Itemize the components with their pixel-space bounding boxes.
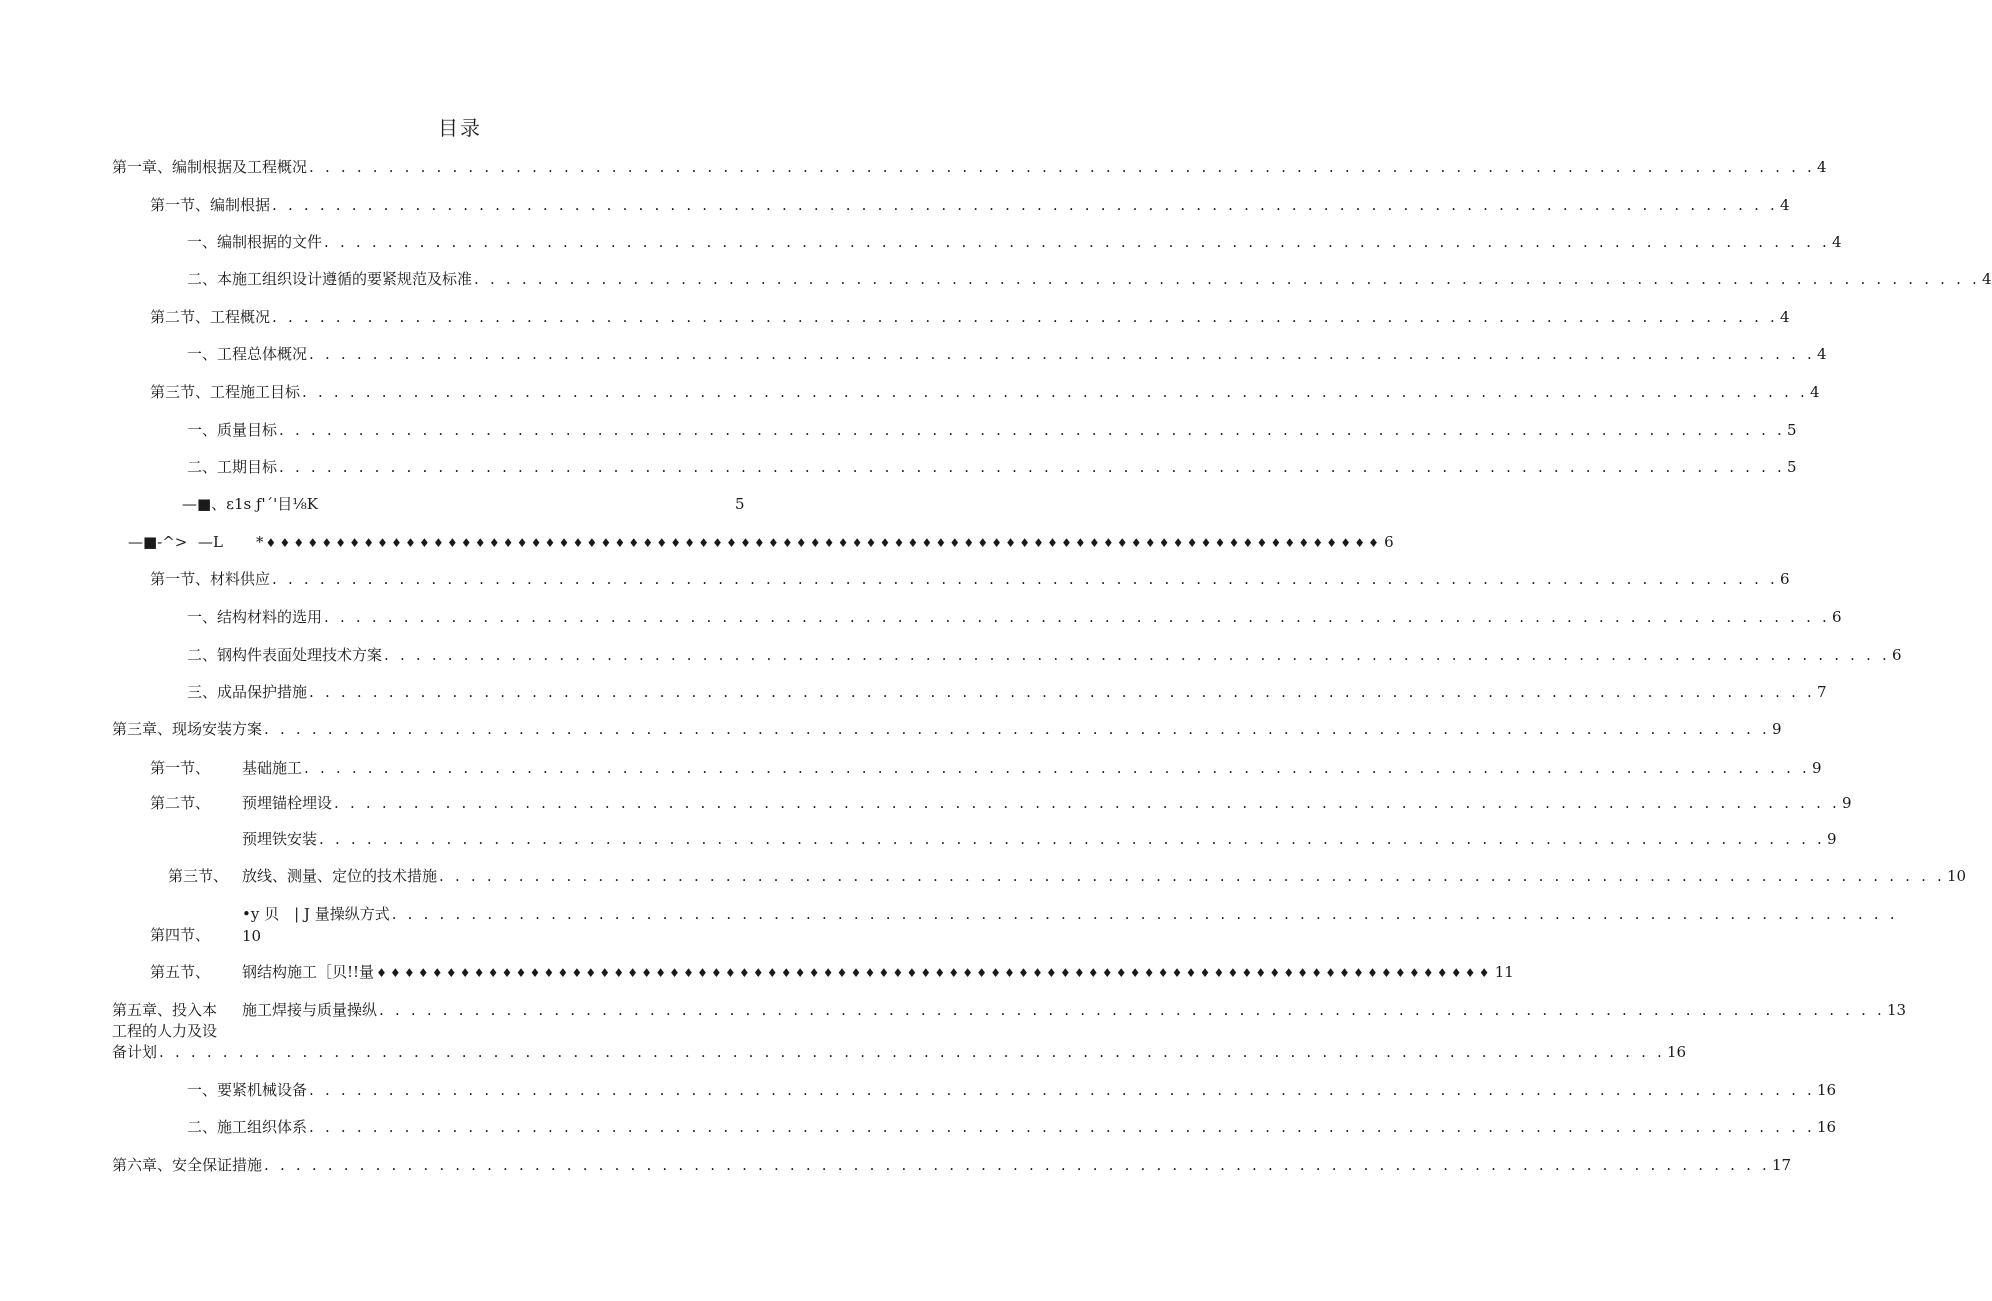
toc-entry[interactable] xyxy=(242,1000,1907,1020)
toc-page-number: 5 xyxy=(1786,458,1797,476)
toc-entry-text: —L xyxy=(198,533,223,551)
toc-entry[interactable] xyxy=(242,829,1837,849)
toc-leader-dots: . . . . . . . . . . . . . . . . . . . . . . . . . . . . . . . . . . . . . . . . . . . . . . . . . . . . . . . . . . . . . . . . . . . . . . . . . . . . . . . . . . . . . . . . . . . . . . . xyxy=(324,233,1830,251)
toc-page-number: 9 xyxy=(1771,720,1782,738)
toc-leader-dots: . . . . . . . . . . . . . . . . . . . . . . . . . . . . . . . . . . . . . . . . . . . . . . . . . . . . . . . . . . . . . . . . . . . . . . . . . . . . . . . . . . . . . . . . . . . . . . . xyxy=(324,608,1830,626)
toc-page-number: 11 xyxy=(1494,963,1514,981)
toc-page-number: 4 xyxy=(1809,383,1820,401)
toc-entry-text: 二、工期目标 xyxy=(187,458,278,476)
toc-entry-text: 备计划 xyxy=(112,1043,158,1061)
toc-leader-dots: . . . . . . . . . . . . . . . . . . . . . . . . . . . . . . . . . . . . . . . . . . . . . . . . . . . . . . . . . . . . . . . . . . . . . . . . . . . . . . . . . . . . . . . . . . . . . . . xyxy=(474,270,1980,288)
toc-section-label: 第四节、 xyxy=(150,926,211,944)
toc-leader-dots: . . . . . . . . . . . . . . . . . . . . . . . . . . . . . . . . . . . . . . . . . . . . . . . . . . . . . . . . . . . . . . . . . . . . . . . . . . . . . . . . . . . . . . . . . . . . . . . xyxy=(384,646,1890,664)
toc-section-label: 第五节、 xyxy=(150,963,211,981)
toc-entry[interactable] xyxy=(256,532,1394,553)
toc-leader-dots: . . . . . . . . . . . . . . . . . . . . . . . . . . . . . . . . . . . . . . . . . . . . . . . . . . . . . . . . . . . . . . . . . . . . . . . . . . . . . . . . . . . . . . . . . . . . . . . xyxy=(159,1043,1665,1061)
toc-entry-text: 第一节、材料供应 xyxy=(150,570,271,588)
toc-entry-text: 基础施工 xyxy=(242,759,303,777)
toc-entry[interactable] xyxy=(187,607,1842,627)
toc-page-number: 4 xyxy=(1816,345,1827,363)
toc-entry-text: 第二节、工程概况 xyxy=(150,308,271,326)
toc-leader-dots: . . . . . . . . . . . . . . . . . . . . . . . . . . . . . . . . . . . . . . . . . . . . . . . . . . . . . . . . . . . . . . . . . . . . . . . . . . . . . . . . . . . . . . . . . . . . . . . xyxy=(302,383,1808,401)
toc-entry[interactable] xyxy=(150,382,1820,402)
toc-entry[interactable] xyxy=(242,962,1514,983)
toc-page-number: 13 xyxy=(1886,1001,1907,1019)
toc-entry-text: 一、结构材料的选用 xyxy=(187,608,323,626)
toc-entry-text: 预埋铁安装 xyxy=(242,830,318,848)
toc-page-number: 9 xyxy=(1826,830,1837,848)
toc-page-number: 10 xyxy=(1946,867,1967,885)
toc-page-number: 6 xyxy=(1384,533,1394,551)
toc-entry-text: 二、本施工组织设计遵循的要紧规范及标准 xyxy=(187,270,473,288)
toc-leader-dots: . . . . . . . . . . . . . . . . . . . . . . . . . . . . . . . . . . . . . . . . . . . . . . . . . . . . . . . . . . . . . . . . . . . . . . . . . . . . . . . . . . . . . . . . . . . . . . . xyxy=(272,308,1778,326)
toc-entry[interactable] xyxy=(187,269,1992,289)
toc-entry[interactable] xyxy=(187,420,1797,440)
toc-entry-text: 第三节、工程施工目标 xyxy=(150,383,301,401)
toc-page-number: 6 xyxy=(1779,570,1790,588)
toc-entry-text: 施工焊接与质量操纵 xyxy=(242,1001,378,1019)
toc-entry[interactable] xyxy=(187,232,1842,252)
toc-entry[interactable] xyxy=(112,1042,1687,1062)
toc-leader-dots: . . . . . . . . . . . . . . . . . . . . . . . . . . . . . . . . . . . . . . . . . . . . . . . . . . . . . . . . . . . . . . . . . . . . . . . . . . . . . . . . . . . . . . . . . . . . . . . xyxy=(272,570,1778,588)
toc-entry-text[interactable]: —■、ε1s ƒ'ˊ'目⅛K xyxy=(182,495,318,513)
toc-page-number: 7 xyxy=(1816,683,1827,701)
toc-leader-dots: . . . . . . . . . . . . . . . . . . . . . . . . . . . . . . . . . . . . . . . . . . . . . . . . . . . . . . . . . . . . . . . . . . . . . . . . . . . . . . . . . . . . . . . . . . . . . . . xyxy=(439,867,1945,885)
toc-entry[interactable] xyxy=(187,682,1827,702)
toc-page-number: 16 xyxy=(1666,1043,1687,1061)
toc-leader-dots: . . . . . . . . . . . . . . . . . . . . . . . . . . . . . . . . . . . . . . . . . . . . . . . . . . . . . . . . . . . . . . . . . . . . . . . . . . . . . . . . . . . . . . . . . . . . . . . xyxy=(304,759,1810,777)
toc-chapter-label: 第五章、投入本 xyxy=(112,1001,218,1019)
toc-entry[interactable] xyxy=(187,344,1827,364)
toc-leader-dots: . . . . . . . . . . . . . . . . . . . . . . . . . . . . . . . . . . . . . . . . . . . . . . . . . . . . . . . . . . . . . . . . . . . . . . . . . . . . . . . . . . . . . . . . . . . . . . . xyxy=(272,196,1778,214)
toc-page-number: 4 xyxy=(1816,158,1827,176)
toc-page-number: 10 xyxy=(242,927,262,945)
toc-entry[interactable] xyxy=(242,866,1967,886)
toc-leader-dots: . . . . . . . . . . . . . . . . . . . . . . . . . . . . . . . . . . . . . . . . . . . . . . . . . . . . . . . . . . . . . . . . . . . . . . . . . . . . . . . . . . . . . . . . . . . . . . . xyxy=(319,830,1825,848)
toc-page-number: 16 xyxy=(1816,1081,1837,1099)
toc-entry[interactable] xyxy=(150,307,1790,327)
toc-entry[interactable] xyxy=(112,719,1782,739)
toc-leader-diamonds: ♦♦♦♦♦♦♦♦♦♦♦♦♦♦♦♦♦♦♦♦♦♦♦♦♦♦♦♦♦♦♦♦♦♦♦♦♦♦♦♦♦♦♦♦♦♦♦♦♦♦♦♦♦♦♦♦♦♦♦♦♦♦♦♦♦♦♦♦♦♦♦♦♦♦♦♦♦♦♦♦ xyxy=(376,966,1493,980)
toc-section-label: 第一节、 xyxy=(150,759,211,777)
toc-entry-text: 放线、测量、定位的技术措施 xyxy=(242,867,438,885)
toc-page-number: 4 xyxy=(1779,196,1790,214)
toc-leader-dots: . . . . . . . . . . . . . . . . . . . . . . . . . . . . . . . . . . . . . . . . . . . . . . . . . . . . . . . . . . . . . . . . . . . . . . . . . . . . . . . . . . . . . . . . . . . . . . . xyxy=(264,1156,1770,1174)
toc-leader-dots: . . . . . . . . . . . . . . . . . . . . . . . . . . . . . . . . . . . . . . . . . . . . . . . . . . . . . . . . . . . . . . . . . . . . . . . . . . . . . . . . . . . . . . . . . . . . . . . xyxy=(309,345,1815,363)
toc-page-number: 6 xyxy=(1891,646,1902,664)
toc-entry-text: 预埋锚栓埋设 xyxy=(242,794,333,812)
toc-leader-dots: . . . . . . . . . . . . . . . . . . . . . . . . . . . . . . . . . . . . . . . . . . . . . . . . . . . . . . . . . . . . . . . . . . . . . . . . . . . . . . . . . . . . . . . . . . . . . . . xyxy=(309,683,1815,701)
toc-leader-dots: . . . . . . . . . . . . . . . . . . . . . . . . . . . . . . . . . . . . . . . . . . . . . . . . . . . . . . . . . . . . . . . . . . . . . . . . . . . . . . . . . . . . . . . . . . . . . . . xyxy=(379,1001,1885,1019)
toc-page-number: 5 xyxy=(735,495,745,513)
toc-entry-text: 二、钢构件表面处理技术方案 xyxy=(187,646,383,664)
toc-entry-text: 一、编制根据的文件 xyxy=(187,233,323,251)
toc-entry-text: 第六章、安全保证措施 xyxy=(112,1156,263,1174)
toc-page-number: 17 xyxy=(1771,1156,1792,1174)
toc-page-number: 9 xyxy=(1841,794,1852,812)
toc-page-number: 9 xyxy=(1811,759,1822,777)
toc-page-number: 5 xyxy=(1786,421,1797,439)
toc-entry[interactable] xyxy=(187,1080,1837,1100)
toc-page-number: 16 xyxy=(1816,1118,1837,1136)
toc-entry-text[interactable]: —■-^> xyxy=(128,533,188,551)
toc-leader-dots: . . . . . . . . . . . . . . . . . . . . . . . . . . . . . . . . . . . . . . . . . . . . . . . . . . . . . . . . . . . . . . . . . . . . . . . . . . . . . . . . . . . . . . . . . . . . . . . xyxy=(264,720,1770,738)
toc-page-number: 4 xyxy=(1831,233,1842,251)
toc-entry-text: 第一节、编制根据 xyxy=(150,196,271,214)
toc-entry[interactable] xyxy=(187,645,1902,665)
toc-entry-text: •y 贝 | J 量操纵方式 xyxy=(242,905,390,923)
toc-page-number: 6 xyxy=(1831,608,1842,626)
toc-entry-text: 第三章、现场安装方案 xyxy=(112,720,263,738)
toc-entry-text: 三、成品保护措施 xyxy=(187,683,308,701)
toc-entry-text: 一、工程总体概况 xyxy=(187,345,308,363)
toc-entry[interactable] xyxy=(242,793,1852,813)
toc-page-number: 4 xyxy=(1779,308,1790,326)
toc-entry-text: 一、要紧机械设备 xyxy=(187,1081,308,1099)
toc-chapter-label: 工程的人力及设 xyxy=(112,1022,218,1040)
toc-entry-text: 钢结构施工［贝!!量 xyxy=(242,963,375,981)
toc-entry[interactable] xyxy=(112,1155,1792,1175)
toc-entry-text: * xyxy=(256,533,264,551)
toc-page-number: 4 xyxy=(1981,270,1992,288)
toc-entry[interactable] xyxy=(187,1117,1837,1137)
toc-entry[interactable] xyxy=(187,457,1797,477)
toc-leader-diamonds: ♦♦♦♦♦♦♦♦♦♦♦♦♦♦♦♦♦♦♦♦♦♦♦♦♦♦♦♦♦♦♦♦♦♦♦♦♦♦♦♦♦♦♦♦♦♦♦♦♦♦♦♦♦♦♦♦♦♦♦♦♦♦♦♦♦♦♦♦♦♦♦♦♦♦♦♦♦♦♦♦ xyxy=(265,536,1383,550)
toc-entry[interactable] xyxy=(112,157,1827,177)
toc-section-label: 第三节、 xyxy=(168,867,229,885)
toc-entry[interactable] xyxy=(150,195,1790,215)
toc-leader-dots: . . . . . . . . . . . . . . . . . . . . . . . . . . . . . . . . . . . . . . . . . . . . . . . . . . . . . . . . . . . . . . . . . . . . . . . . . . . . . . . . . . . . . . . . . . . . . . . xyxy=(309,1118,1815,1136)
toc-section-label: 第二节、 xyxy=(150,794,211,812)
toc-entry[interactable] xyxy=(242,758,1822,778)
document-title: 目录 xyxy=(438,116,482,140)
toc-leader-dots: . . . . . . . . . . . . . . . . . . . . . . . . . . . . . . . . . . . . . . . . . . . . . . . . . . . . . . . . . . . . . . . . . . . . . . . . . . . . . . . . . . . . . . . . . . . . . . . xyxy=(279,421,1785,439)
toc-entry-text: 一、质量目标 xyxy=(187,421,278,439)
toc-leader-dots: . . . . . . . . . . . . . . . . . . . . . . . . . . . . . . . . . . . . . . . . . . . . . . . . . . . . . . . . . . . . . . . . . . . . . . . . . . . . . . . . . . . . . . . . . . . . . . . xyxy=(309,158,1815,176)
toc-leader-dots: . . . . . . . . . . . . . . . . . . . . . . . . . . . . . . . . . . . . . . . . . . . . . . . . . . . . . . . . . . . . . . . . . . . . . . . . . . . . . . . . . . . . . . . . . . . . . . . xyxy=(391,905,1898,923)
toc-entry-text: 第一章、编制根据及工程概况 xyxy=(112,158,308,176)
toc-entry[interactable] xyxy=(150,569,1790,589)
toc-leader-dots: . . . . . . . . . . . . . . . . . . . . . . . . . . . . . . . . . . . . . . . . . . . . . . . . . . . . . . . . . . . . . . . . . . . . . . . . . . . . . . . . . . . . . . . . . . . . . . . xyxy=(309,1081,1815,1099)
toc-entry[interactable] xyxy=(242,904,1898,924)
toc-leader-dots: . . . . . . . . . . . . . . . . . . . . . . . . . . . . . . . . . . . . . . . . . . . . . . . . . . . . . . . . . . . . . . . . . . . . . . . . . . . . . . . . . . . . . . . . . . . . . . . xyxy=(279,458,1785,476)
toc-entry-text: 二、施工组织体系 xyxy=(187,1118,308,1136)
toc-leader-dots: . . . . . . . . . . . . . . . . . . . . . . . . . . . . . . . . . . . . . . . . . . . . . . . . . . . . . . . . . . . . . . . . . . . . . . . . . . . . . . . . . . . . . . . . . . . . . . . xyxy=(334,794,1840,812)
